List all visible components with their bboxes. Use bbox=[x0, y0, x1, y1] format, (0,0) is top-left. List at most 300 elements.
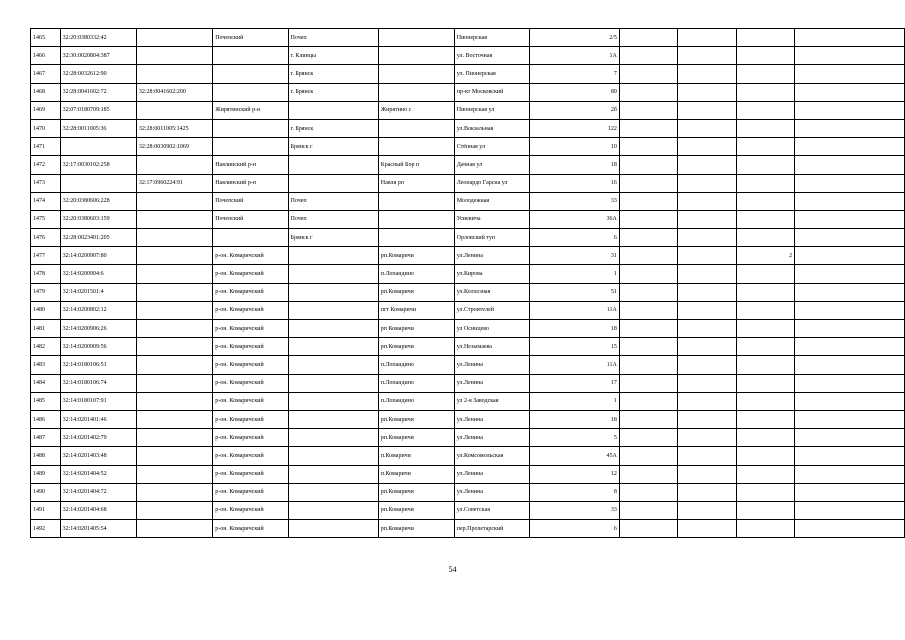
street-cell: ул.Ленина bbox=[454, 356, 529, 374]
extra-2-cell bbox=[678, 247, 736, 265]
cadastral-number-2-cell: 32:28:0041602:200 bbox=[136, 83, 212, 101]
district-cell bbox=[213, 229, 288, 247]
table-row bbox=[31, 392, 905, 410]
extra-2-cell bbox=[678, 465, 736, 483]
row-number-cell: 1480 bbox=[31, 301, 61, 319]
settlement-cell bbox=[378, 47, 454, 65]
cadastral-number-2-cell bbox=[136, 29, 212, 47]
extra-3-cell bbox=[736, 65, 794, 83]
district-cell bbox=[213, 65, 288, 83]
table-row bbox=[31, 374, 905, 392]
city-cell: г. Клинцы bbox=[288, 47, 378, 65]
cadastral-number-2-cell bbox=[136, 501, 212, 519]
table-row bbox=[31, 483, 905, 501]
extra-3-cell bbox=[736, 192, 794, 210]
extra-3-cell bbox=[736, 47, 794, 65]
district-cell: Навлинский р-н bbox=[213, 156, 288, 174]
extra-4-cell bbox=[795, 156, 905, 174]
table-row bbox=[31, 101, 905, 119]
street-cell: ул. Восточная bbox=[454, 47, 529, 65]
cadastral-number-cell: 32:14:0200906:26 bbox=[60, 320, 136, 338]
city-cell bbox=[288, 320, 378, 338]
table-row bbox=[31, 265, 905, 283]
table-row bbox=[31, 465, 905, 483]
street-cell: ул.Ленина bbox=[454, 483, 529, 501]
settlement-cell: п.Лопандино bbox=[378, 392, 454, 410]
table-row bbox=[31, 29, 905, 47]
street-cell: Орловский туп bbox=[454, 229, 529, 247]
extra-4-cell bbox=[795, 247, 905, 265]
street-cell: Стёпная ул bbox=[454, 138, 529, 156]
extra-1-cell bbox=[619, 501, 677, 519]
extra-2-cell bbox=[678, 374, 736, 392]
row-number-cell: 1478 bbox=[31, 265, 61, 283]
extra-3-cell bbox=[736, 210, 794, 228]
city-cell: г. Брянск bbox=[288, 65, 378, 83]
extra-4-cell bbox=[795, 447, 905, 465]
extra-1-cell bbox=[619, 356, 677, 374]
district-cell: р-он. Комаричский bbox=[213, 410, 288, 428]
house-number-cell: 18 bbox=[530, 320, 620, 338]
table-row bbox=[31, 65, 905, 83]
extra-4-cell bbox=[795, 338, 905, 356]
cadastral-number-2-cell bbox=[136, 156, 212, 174]
district-cell bbox=[213, 138, 288, 156]
street-cell: Леонардо Гарсиа ул bbox=[454, 174, 529, 192]
cadastral-number-cell: 32:28:0032612:90 bbox=[60, 65, 136, 83]
extra-1-cell bbox=[619, 156, 677, 174]
extra-3-cell bbox=[736, 429, 794, 447]
cadastral-number-cell: 32:14:0200909:56 bbox=[60, 338, 136, 356]
extra-2-cell bbox=[678, 447, 736, 465]
cadastral-number-cell: 32:14:0200904:6 bbox=[60, 265, 136, 283]
house-number-cell: 1 bbox=[530, 392, 620, 410]
settlement-cell: рп.Комаричи bbox=[378, 247, 454, 265]
house-number-cell: 45А bbox=[530, 447, 620, 465]
settlement-cell: пгт Комаричи bbox=[378, 301, 454, 319]
extra-3-cell bbox=[736, 138, 794, 156]
row-number-cell: 1472 bbox=[31, 156, 61, 174]
house-number-cell: 6 bbox=[530, 229, 620, 247]
house-number-cell: 16 bbox=[530, 174, 620, 192]
cadastral-number-cell: 32:14:0180107:91 bbox=[60, 392, 136, 410]
city-cell: Почеп bbox=[288, 192, 378, 210]
extra-4-cell bbox=[795, 392, 905, 410]
street-cell: ул.Вокзальная bbox=[454, 119, 529, 137]
house-number-cell: 2/5 bbox=[530, 29, 620, 47]
extra-1-cell bbox=[619, 83, 677, 101]
cadastral-number-cell: 32:20:0380606:228 bbox=[60, 192, 136, 210]
table-row bbox=[31, 119, 905, 137]
extra-3-cell bbox=[736, 119, 794, 137]
street-cell: ул.Незымаева bbox=[454, 338, 529, 356]
cadastral-number-cell: 32:14:0201402:79 bbox=[60, 429, 136, 447]
cadastral-number-2-cell bbox=[136, 520, 212, 538]
extra-1-cell bbox=[619, 465, 677, 483]
house-number-cell: 33 bbox=[530, 501, 620, 519]
city-cell: Брянск г bbox=[288, 138, 378, 156]
row-number-cell: 1482 bbox=[31, 338, 61, 356]
cadastral-number-2-cell: 32:28:0030902:1069 bbox=[136, 138, 212, 156]
cadastral-number-cell: 32:17:0030102:258 bbox=[60, 156, 136, 174]
extra-2-cell bbox=[678, 192, 736, 210]
street-cell: Дачная ул bbox=[454, 156, 529, 174]
table-row bbox=[31, 156, 905, 174]
street-cell: Пионерская ул bbox=[454, 101, 529, 119]
house-number-cell: 1А bbox=[530, 47, 620, 65]
settlement-cell: п.Комаричи bbox=[378, 465, 454, 483]
extra-3-cell bbox=[736, 265, 794, 283]
district-cell: р-он. Комаричский bbox=[213, 283, 288, 301]
extra-2-cell bbox=[678, 65, 736, 83]
settlement-cell: рп Комаричи bbox=[378, 320, 454, 338]
extra-3-cell bbox=[736, 374, 794, 392]
extra-1-cell bbox=[619, 520, 677, 538]
extra-4-cell bbox=[795, 138, 905, 156]
table-row bbox=[31, 338, 905, 356]
extra-2-cell bbox=[678, 47, 736, 65]
extra-1-cell bbox=[619, 192, 677, 210]
extra-1-cell bbox=[619, 265, 677, 283]
extra-2-cell bbox=[678, 483, 736, 501]
extra-4-cell bbox=[795, 83, 905, 101]
row-number-cell: 1492 bbox=[31, 520, 61, 538]
extra-2-cell bbox=[678, 229, 736, 247]
table-row bbox=[31, 301, 905, 319]
extra-2-cell bbox=[678, 410, 736, 428]
district-cell: р-он. Комаричский bbox=[213, 465, 288, 483]
extra-1-cell bbox=[619, 65, 677, 83]
district-cell: р-он. Комаричский bbox=[213, 301, 288, 319]
cadastral-number-2-cell bbox=[136, 192, 212, 210]
city-cell bbox=[288, 465, 378, 483]
extra-1-cell bbox=[619, 101, 677, 119]
city-cell: г. Брянск bbox=[288, 119, 378, 137]
cadastral-number-cell: 32:20:0380603:159 bbox=[60, 210, 136, 228]
extra-1-cell bbox=[619, 247, 677, 265]
street-cell: Пионерская bbox=[454, 29, 529, 47]
extra-4-cell bbox=[795, 101, 905, 119]
cadastral-number-cell: 32:07:0180709:185 bbox=[60, 101, 136, 119]
cadastral-number-cell: 32:14:0180106:51 bbox=[60, 356, 136, 374]
row-number-cell: 1467 bbox=[31, 65, 61, 83]
cadastral-number-2-cell bbox=[136, 101, 212, 119]
extra-1-cell bbox=[619, 429, 677, 447]
extra-1-cell bbox=[619, 174, 677, 192]
extra-3-cell bbox=[736, 301, 794, 319]
settlement-cell: п.Лопандино bbox=[378, 374, 454, 392]
extra-3-cell bbox=[736, 156, 794, 174]
house-number-cell: 15 bbox=[530, 338, 620, 356]
extra-3-cell bbox=[736, 83, 794, 101]
extra-2-cell bbox=[678, 174, 736, 192]
house-number-cell: 18 bbox=[530, 156, 620, 174]
extra-1-cell bbox=[619, 229, 677, 247]
extra-1-cell bbox=[619, 392, 677, 410]
settlement-cell: Навля рп bbox=[378, 174, 454, 192]
settlement-cell bbox=[378, 229, 454, 247]
city-cell bbox=[288, 520, 378, 538]
house-number-cell: 12 bbox=[530, 465, 620, 483]
settlement-cell: Красный Бор п bbox=[378, 156, 454, 174]
district-cell: р-он. Комаричский bbox=[213, 374, 288, 392]
house-number-cell: 122 bbox=[530, 119, 620, 137]
cadastral-number-cell: 32:28:0041602:72 bbox=[60, 83, 136, 101]
row-number-cell: 1476 bbox=[31, 229, 61, 247]
extra-3-cell: 2 bbox=[736, 247, 794, 265]
cadastral-number-cell bbox=[60, 138, 136, 156]
district-cell: р-он. Комаричский bbox=[213, 501, 288, 519]
house-number-cell: 11А bbox=[530, 301, 620, 319]
extra-2-cell bbox=[678, 356, 736, 374]
extra-2-cell bbox=[678, 119, 736, 137]
street-cell: ул Осинцево bbox=[454, 320, 529, 338]
table-row bbox=[31, 410, 905, 428]
street-cell: ул.Ленина bbox=[454, 429, 529, 447]
city-cell bbox=[288, 247, 378, 265]
district-cell: р-он. Комаричский bbox=[213, 392, 288, 410]
city-cell bbox=[288, 392, 378, 410]
extra-1-cell bbox=[619, 483, 677, 501]
table-row bbox=[31, 192, 905, 210]
cadastral-number-cell: 32:14:0201501:4 bbox=[60, 283, 136, 301]
city-cell bbox=[288, 265, 378, 283]
extra-4-cell bbox=[795, 47, 905, 65]
cadastral-number-2-cell bbox=[136, 210, 212, 228]
extra-4-cell bbox=[795, 374, 905, 392]
cadastral-number-2-cell bbox=[136, 465, 212, 483]
extra-4-cell bbox=[795, 501, 905, 519]
street-cell: пер.Пролетарский bbox=[454, 520, 529, 538]
cadastral-number-cell: 32:20:0380332:42 bbox=[60, 29, 136, 47]
settlement-cell: п.Лопандино bbox=[378, 356, 454, 374]
row-number-cell: 1488 bbox=[31, 447, 61, 465]
street-cell: Усиевича bbox=[454, 210, 529, 228]
extra-4-cell bbox=[795, 119, 905, 137]
street-cell: ул.Ленина bbox=[454, 374, 529, 392]
street-cell: Молодежная bbox=[454, 192, 529, 210]
extra-3-cell bbox=[736, 501, 794, 519]
house-number-cell: 18 bbox=[530, 410, 620, 428]
row-number-cell: 1468 bbox=[31, 83, 61, 101]
extra-3-cell bbox=[736, 410, 794, 428]
extra-1-cell bbox=[619, 410, 677, 428]
extra-2-cell bbox=[678, 320, 736, 338]
cadastral-number-cell: 32:14:0201405:54 bbox=[60, 520, 136, 538]
cadastral-number-2-cell bbox=[136, 65, 212, 83]
city-cell bbox=[288, 174, 378, 192]
extra-3-cell bbox=[736, 520, 794, 538]
extra-2-cell bbox=[678, 138, 736, 156]
extra-2-cell bbox=[678, 429, 736, 447]
table-row bbox=[31, 247, 905, 265]
cadastral-number-2-cell bbox=[136, 410, 212, 428]
settlement-cell: рп.Комаричи bbox=[378, 501, 454, 519]
cadastral-number-2-cell bbox=[136, 301, 212, 319]
cadastral-number-2-cell bbox=[136, 429, 212, 447]
extra-4-cell bbox=[795, 229, 905, 247]
city-cell bbox=[288, 447, 378, 465]
table-row bbox=[31, 520, 905, 538]
settlement-cell: рп.Комаричи bbox=[378, 483, 454, 501]
district-cell: р-он. Комаричский bbox=[213, 447, 288, 465]
extra-1-cell bbox=[619, 119, 677, 137]
table-row bbox=[31, 83, 905, 101]
row-number-cell: 1481 bbox=[31, 320, 61, 338]
settlement-cell bbox=[378, 192, 454, 210]
settlement-cell bbox=[378, 210, 454, 228]
cadastral-number-2-cell bbox=[136, 283, 212, 301]
table-row bbox=[31, 320, 905, 338]
street-cell: пр-кт Московский bbox=[454, 83, 529, 101]
cadastral-number-cell: 32:28:0011005:36 bbox=[60, 119, 136, 137]
table-row bbox=[31, 210, 905, 228]
house-number-cell: 17 bbox=[530, 374, 620, 392]
district-cell: р-он. Комаричский bbox=[213, 265, 288, 283]
extra-1-cell bbox=[619, 210, 677, 228]
extra-2-cell bbox=[678, 520, 736, 538]
extra-2-cell bbox=[678, 338, 736, 356]
extra-2-cell bbox=[678, 210, 736, 228]
extra-3-cell bbox=[736, 338, 794, 356]
street-cell: ул.Ленина bbox=[454, 465, 529, 483]
extra-1-cell bbox=[619, 283, 677, 301]
street-cell: ул.Ленина bbox=[454, 247, 529, 265]
extra-1-cell bbox=[619, 301, 677, 319]
settlement-cell bbox=[378, 83, 454, 101]
extra-1-cell bbox=[619, 47, 677, 65]
extra-2-cell bbox=[678, 83, 736, 101]
street-cell: ул.Советская bbox=[454, 501, 529, 519]
city-cell bbox=[288, 410, 378, 428]
extra-4-cell bbox=[795, 429, 905, 447]
house-number-cell: 33 bbox=[530, 192, 620, 210]
extra-2-cell bbox=[678, 301, 736, 319]
house-number-cell: 8 bbox=[530, 483, 620, 501]
house-number-cell: 5 bbox=[530, 429, 620, 447]
cadastral-number-cell: 32:14:0201403:48 bbox=[60, 447, 136, 465]
district-cell: р-он. Комаричский bbox=[213, 520, 288, 538]
extra-3-cell bbox=[736, 283, 794, 301]
extra-1-cell bbox=[619, 29, 677, 47]
cadastral-number-cell: 32:28:0023401:205 bbox=[60, 229, 136, 247]
cadastral-number-2-cell bbox=[136, 374, 212, 392]
district-cell: р-он. Комаричский bbox=[213, 338, 288, 356]
extra-1-cell bbox=[619, 320, 677, 338]
district-cell: р-он. Комаричский bbox=[213, 483, 288, 501]
extra-2-cell bbox=[678, 156, 736, 174]
street-cell: ул.Строителей bbox=[454, 301, 529, 319]
cadastral-number-2-cell bbox=[136, 247, 212, 265]
settlement-cell bbox=[378, 138, 454, 156]
extra-2-cell bbox=[678, 265, 736, 283]
row-number-cell: 1487 bbox=[31, 429, 61, 447]
city-cell: Почеп bbox=[288, 29, 378, 47]
table-row bbox=[31, 429, 905, 447]
row-number-cell: 1479 bbox=[31, 283, 61, 301]
extra-4-cell bbox=[795, 265, 905, 283]
cadastral-number-cell: 32:14:0200907:80 bbox=[60, 247, 136, 265]
district-cell: р-он. Комаричский bbox=[213, 356, 288, 374]
extra-4-cell bbox=[795, 192, 905, 210]
city-cell bbox=[288, 374, 378, 392]
settlement-cell: п.Лопандино bbox=[378, 265, 454, 283]
page-number: 54 bbox=[448, 565, 457, 574]
row-number-cell: 1489 bbox=[31, 465, 61, 483]
district-cell: Почепский bbox=[213, 210, 288, 228]
row-number-cell: 1486 bbox=[31, 410, 61, 428]
table-row bbox=[31, 138, 905, 156]
city-cell bbox=[288, 429, 378, 447]
extra-4-cell bbox=[795, 356, 905, 374]
city-cell bbox=[288, 283, 378, 301]
city-cell bbox=[288, 101, 378, 119]
row-number-cell: 1469 bbox=[31, 101, 61, 119]
settlement-cell: п.Комаричи bbox=[378, 447, 454, 465]
row-number-cell: 1465 bbox=[31, 29, 61, 47]
extra-3-cell bbox=[736, 447, 794, 465]
cadastral-number-2-cell bbox=[136, 338, 212, 356]
cadastral-number-2-cell bbox=[136, 447, 212, 465]
row-number-cell: 1477 bbox=[31, 247, 61, 265]
row-number-cell: 1466 bbox=[31, 47, 61, 65]
cadastral-number-cell: 32:30:0020804:387 bbox=[60, 47, 136, 65]
row-number-cell: 1485 bbox=[31, 392, 61, 410]
cadastral-number-cell: 32:14:0200802:12 bbox=[60, 301, 136, 319]
settlement-cell: рп.Комаричи bbox=[378, 429, 454, 447]
row-number-cell: 1474 bbox=[31, 192, 61, 210]
district-cell: Жирятинский р-н bbox=[213, 101, 288, 119]
row-number-cell: 1470 bbox=[31, 119, 61, 137]
table-row bbox=[31, 229, 905, 247]
district-cell: Почепский bbox=[213, 192, 288, 210]
table-row bbox=[31, 501, 905, 519]
table-row bbox=[31, 47, 905, 65]
row-number-cell: 1483 bbox=[31, 356, 61, 374]
extra-4-cell bbox=[795, 520, 905, 538]
settlement-cell: рп.Комаричи bbox=[378, 520, 454, 538]
row-number-cell: 1473 bbox=[31, 174, 61, 192]
city-cell bbox=[288, 501, 378, 519]
street-cell: ул.Колхозная bbox=[454, 283, 529, 301]
extra-3-cell bbox=[736, 174, 794, 192]
address-table bbox=[30, 28, 905, 538]
extra-3-cell bbox=[736, 483, 794, 501]
district-cell bbox=[213, 83, 288, 101]
extra-3-cell bbox=[736, 320, 794, 338]
cadastral-number-2-cell bbox=[136, 229, 212, 247]
cadastral-number-2-cell bbox=[136, 356, 212, 374]
extra-3-cell bbox=[736, 465, 794, 483]
cadastral-number-cell bbox=[60, 174, 136, 192]
cadastral-number-2-cell bbox=[136, 483, 212, 501]
extra-2-cell bbox=[678, 101, 736, 119]
extra-1-cell bbox=[619, 447, 677, 465]
house-number-cell: 10 bbox=[530, 138, 620, 156]
cadastral-number-cell: 32:14:0180106:74 bbox=[60, 374, 136, 392]
district-cell bbox=[213, 47, 288, 65]
house-number-cell: 7 bbox=[530, 65, 620, 83]
settlement-cell bbox=[378, 65, 454, 83]
table-row bbox=[31, 447, 905, 465]
extra-4-cell bbox=[795, 301, 905, 319]
cadastral-number-2-cell: 32:17:0960224:91 bbox=[136, 174, 212, 192]
cadastral-number-2-cell bbox=[136, 265, 212, 283]
extra-1-cell bbox=[619, 138, 677, 156]
cadastral-number-2-cell: 32:28:0011005:1425 bbox=[136, 119, 212, 137]
district-cell: Почепский bbox=[213, 29, 288, 47]
settlement-cell bbox=[378, 119, 454, 137]
